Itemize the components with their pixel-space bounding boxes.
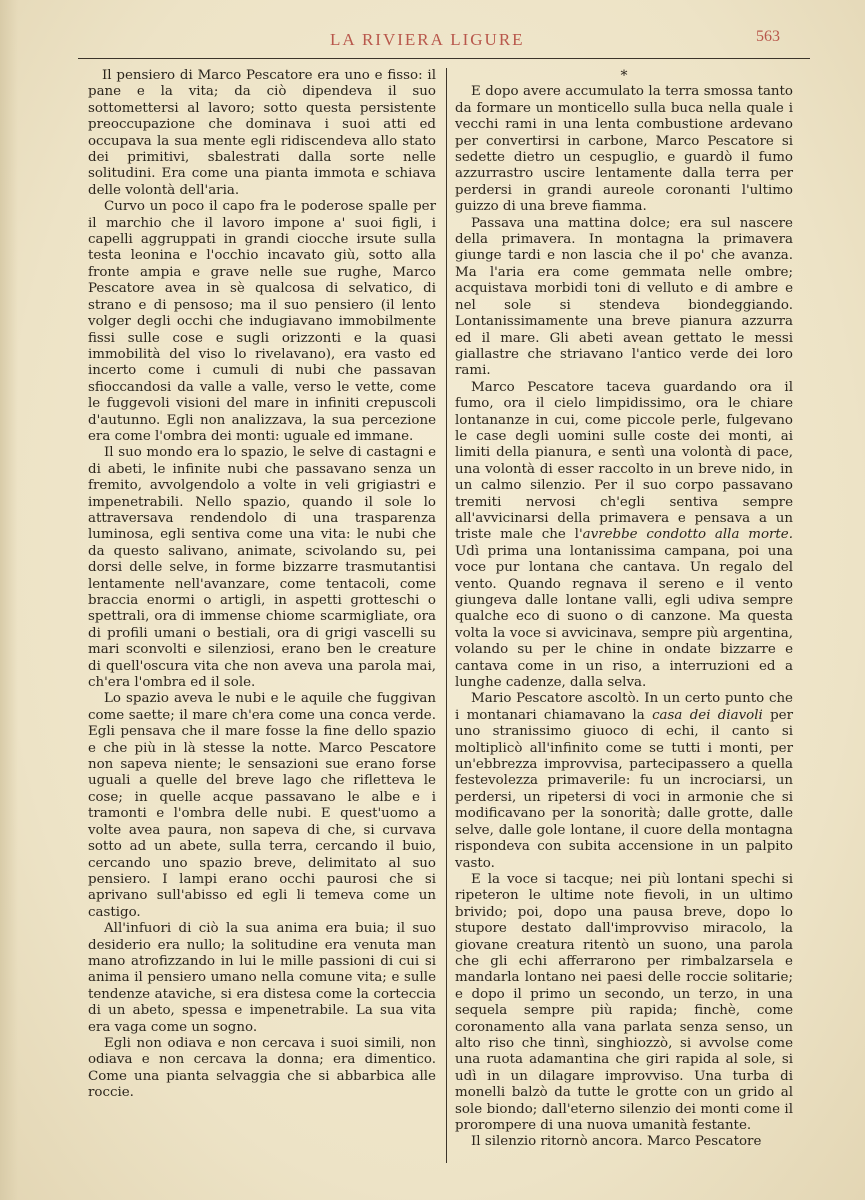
paragraph: Il suo mondo era lo spazio, le selve di castagni e di abeti, le infinite nubi che passavano senza un fremito, avvolgendolo a volte in veli grigiastri e impenetrabili. Nello spazio, quando il sole lo attraversava rendendolo di una trasparenza luminosa, egli sentiva come una vita: le nubi che da questo salivano, animate, scivolando su, pei dorsi delle selve, in forme bizzarre trasmutantisi lentamente nell'avanzare, come tentacoli, come braccia enormi o artigli, in aspetti grotteschi o spettrali, ora di immense chiome scarmigliate, ora di profili umani o bestiali, ora di grigi vascelli su mari sconvolti e silenziosi, erano ben le creature di quell'oscura vita che non aveva una parola mai, ch'era l'ombra ed il sole. bbox=[88, 445, 436, 691]
paragraph: Egli non odiava e non cercava i suoi simili, non odiava e non cercava la donna; era dimentico. Come una pianta selvaggia che si abbarbica alle roccie. bbox=[88, 1035, 436, 1101]
italic-phrase: casa dei diavoli bbox=[652, 707, 763, 723]
paragraph: Il silenzio ritornò ancora. Marco Pescatore bbox=[471, 1134, 762, 1150]
page-binding-shadow bbox=[0, 0, 18, 1200]
column-divider bbox=[446, 68, 447, 1163]
paragraph: Lo spazio aveva le nubi e le aquile che fuggivan come saette; il mare ch'era come una conca verde. Egli pensava che il mare fosse la fine dello spazio e che più in là stesse la notte. Marco Pescatore non sapeva niente; le sensazioni sue erano forse uguali a quelle del breve lago che rifletteva le cose; in quelle acque passavano le albe e i tramonti e l'ombra delle nubi. E quest'uomo a volte avea paura, non sapeva di che, si curvava sotto ad un abete, sulla terra, cercando il buio, cercando uno spazio breve, delimitato al suo pensiero. I lampi erano occhi paurosi che si aprivano sull'abisso ed egli li temeva come un castigo. bbox=[88, 691, 436, 920]
paragraph: Il pensiero di Marco Pescatore era uno e fisso: il pane e la vita; da ciò dipendeva il suo sottomettersi al lavoro; sotto questa persistente preoccupazione che dominava i suoi atti ed occupava la sua mente egli ridiscendeva allo stato dei primitivi, sbalestrati dalla sorte nelle solitudini. Era come una pianta immota e schiava delle volontà dell'aria. bbox=[88, 68, 436, 198]
italic-phrase: avrebbe condotto alla morte. bbox=[582, 527, 793, 543]
paragraph-text: Mario Pescatore ascoltò. In un certo punto che i montanari chiamavano la bbox=[455, 691, 793, 723]
paragraph-text: Marco Pescatore taceva guardando ora il fumo, ora il cielo limpidissimo, ora le chiare lontananze in cui, come piccole perle, fulgevano le case degli uomini sulle coste dei monti, ai limiti della pianura, e sentì una volontà di pace, una volontà di esser raccolto in un breve nido, in un calmo silenzio. Per il suo corpo passavano tremiti nervosi ch'egli sentiva sempre all'avvicinarsi della primavera e pensava a un triste male che l' bbox=[455, 379, 793, 543]
right-column bbox=[455, 68, 793, 1151]
section-separator: * bbox=[620, 68, 628, 84]
page-header bbox=[80, 24, 780, 54]
paragraph: All'infuori di ciò la sua anima era buia; il suo desiderio era nullo; la solitudine era venuta man mano atrofizzando in lui le mille passioni di cui si anima il pensiero umano nella comune vita; e sulle tendenze ataviche, si era distesa come la corteccia di un abeto, spessa e impenetrabile. La sua vita era vaga come un sogno. bbox=[88, 921, 436, 1035]
paragraph: Passava una mattina dolce; era sul nascere della primavera. In montagna la primavera giunge tardi e non lascia che il po' che avanza. Ma l'aria era come gemmata nelle ombre; acquistava morbidi toni di velluto e di ambre e nel sole si stendeva biondeggiando. Lontanissimamente una breve pianura azzurra ed il mare. Gli abeti avean gettato le messi giallastre che striavano l'antico verde dei loro rami. bbox=[455, 215, 793, 379]
paragraph-text: Udì prima una lontanissima campana, poi una voce pur lontana che cantava. Un regalo del vento. Quando regnava il sereno e il vento giungeva dalle lontane valli, egli udiva sempre qualche eco di suono o di canzone. Ma questa volta la voce si avvicinava, sempre più argentina, volando su per le chine in ondate bizzarre e cantava come in un riso, a interruzioni ed a lunghe cadenze, dalla selva. bbox=[455, 543, 793, 691]
header-rule bbox=[78, 58, 810, 59]
page-number: 563 bbox=[756, 28, 780, 45]
paragraph bbox=[455, 380, 793, 692]
left-column bbox=[88, 68, 436, 1102]
paragraph: E dopo avere accumulato la terra smossa tanto da formare un monticello sulla buca nella quale i vecchi rami in una lenta combustione ardevano per convertirsi in carbone, Marco Pescatore si sedette dietro un cespuglio, e guardò il fumo azzurrastro uscire lentamente dalla terra per perdersi in grandi aureole coronanti l'ultimo guizzo di una breve fiamma. bbox=[455, 84, 793, 215]
running-title: LA RIVIERA LIGURE bbox=[330, 30, 525, 49]
paragraph-text: per uno stranissimo giuoco di echi, il canto si moltiplicò all'infinito come se tutti i monti, per un'ebbrezza improvvisa, partecipassero a quella festevolezza primaverile: fu un incrociarsi, un perdersi, un ripetersi di voci in armonie che si modificavano per la sonorità; dalle grotte, dalle selve, dalle gole lontane, il cuore della montagna rispondeva con subita accensione in un palpito vasto. bbox=[455, 707, 793, 871]
paragraph: Curvo un poco il capo fra le poderose spalle per il marchio che il lavoro impone a' suoi figli, i capelli aggruppati in grandi ciocche irsute sulla testa leonina e l'occhio incavato giù, sotto alla fronte ampia e grave nelle sue rughe, Marco Pescatore avea in sè qualcosa di selvatico, di strano e di pensoso; ma il suo pensiero (il lento volger degli occhi che indugiavano immobilmente fissi sulle cose e sugli orizzonti e la quasi immobilità del viso lo rivelavano), era vasto ed incerto come i cumuli di nubi che passavan sfioccandosi da valle a valle, verso le vette, come le fuggevoli visioni del mare in infiniti crepuscoli d'autunno. Egli non analizzava, la sua percezione era come l'ombra dei monti: uguale ed immane. bbox=[88, 199, 436, 444]
paragraph bbox=[455, 691, 793, 871]
paragraph: E la voce si tacque; nei più lontani spechi si ripeteron le ultime note fievoli, in un ultimo brivido; poi, dopo una pausa breve, dopo lo stupore destato dall'improvviso miracolo, la giovane creatura ritentò un suono, una parola che gli echi afferrarono per rimbalzarsela e mandarla lontano nei paesi delle roccie solitarie; e dopo il primo un secondo, un terzo, in una sequela sempre più rapida; finchè, come coronamento alla vana parlata senza senso, un alto riso che tinnì, singhiozzò, si avvolse come una ruota adamantina che giri rapida al sole, si udì in un dilagare improvviso. Una turba di monelli balzò da tutte le grotte con un grido al sole biondo; dall'eterno silenzio dei monti come il prorompere di una nuova umanità festante. bbox=[455, 871, 793, 1133]
